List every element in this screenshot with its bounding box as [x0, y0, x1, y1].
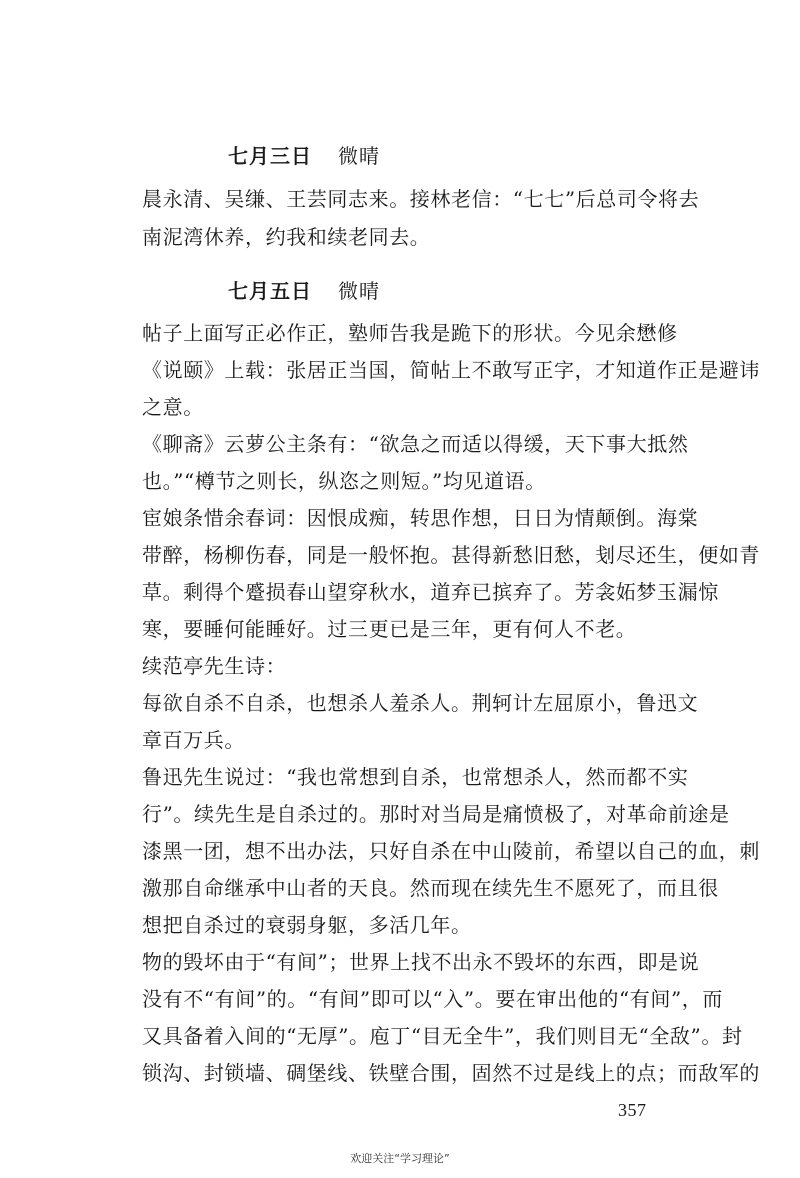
- entry-heading-july-3: [228, 140, 380, 169]
- text-line: 激那自命继承中山者的天良。然而现在续先生不愿死了，而且很: [142, 876, 719, 900]
- text-line: 之意。: [142, 395, 204, 419]
- text-line: 没有不“有间”的。“有间”即可以“入”。要在审出他的“有间”，而: [142, 987, 723, 1011]
- footer-watermark: 欢迎关注“学习理论”: [350, 1152, 450, 1165]
- text-line: 又具备着入间的“无厚”。庖丁“目无全牛”，我们则目无“全敌”。封: [142, 1024, 743, 1048]
- page-number: 357: [618, 1100, 647, 1120]
- entry-weather: 微晴: [338, 279, 380, 303]
- text-line: 宦娘条惜余春词：因恨成痴，转思作想，日日为情颠倒。海棠: [142, 506, 699, 530]
- text-line: 每欲自杀不自杀，也想杀人羞杀人。荆轲计左屈原小，鲁迅文: [142, 691, 699, 715]
- text-line: 行”。续先生是自杀过的。那时对当局是痛愤极了，对革命前途是: [142, 802, 730, 826]
- text-line: 鲁迅先生说过：“我也常想到自杀，也常想杀人，然而都不实: [142, 765, 689, 789]
- text-line: 续范亭先生诗：: [142, 654, 287, 678]
- text-line: 带醉，杨柳伤春，同是一般怀抱。甚得新愁旧愁，刬尽还生，便如青: [142, 543, 760, 567]
- text-line: 帖子上面写正必作正，塾师告我是跪下的形状。今见余懋修: [142, 321, 678, 345]
- text-line: 漆黑一团，想不出办法，只好自杀在中山陵前，希望以自己的血，刺: [142, 839, 760, 863]
- text-line: 锁沟、封锁墙、碉堡线、铁壁合围，固然不过是线上的点；而敌军的: [142, 1061, 760, 1085]
- text-line: 晨永清、吴缣、王芸同志来。接林老信：“七七”后总司令将去: [142, 187, 700, 211]
- text-line: 物的毁坏由于“有间”；世界上找不出永不毁坏的东西，即是说: [142, 950, 700, 974]
- entry-weather: 微晴: [338, 144, 380, 168]
- text-line: 也。”“樽节之则长，纵恣之则短。”均见道语。: [142, 469, 546, 493]
- text-line: 《聊斋》云萝公主条有：“欲急之而适以得缓，天下事大抵然: [142, 432, 689, 456]
- text-line: 草。剩得个蹙损春山望穿秋水，道弃已摈弃了。芳衾妬梦玉漏惊: [142, 580, 719, 604]
- text-line: 寒，要睡何能睡好。过三更已是三年，更有何人不老。: [142, 617, 637, 641]
- text-line: 南泥湾休养，约我和续老同去。: [142, 225, 431, 249]
- text-line: 章百万兵。: [142, 728, 245, 752]
- text-line: 想把自杀过的衰弱身躯，多活几年。: [142, 913, 472, 937]
- entry-heading-july-5: [228, 275, 380, 304]
- text-line: 《说颐》上载：张居正当国，简帖上不敢写正字，才知道作正是避讳: [142, 358, 760, 382]
- entry-date: 七月三日: [228, 144, 312, 168]
- entry-date: 七月五日: [228, 279, 312, 303]
